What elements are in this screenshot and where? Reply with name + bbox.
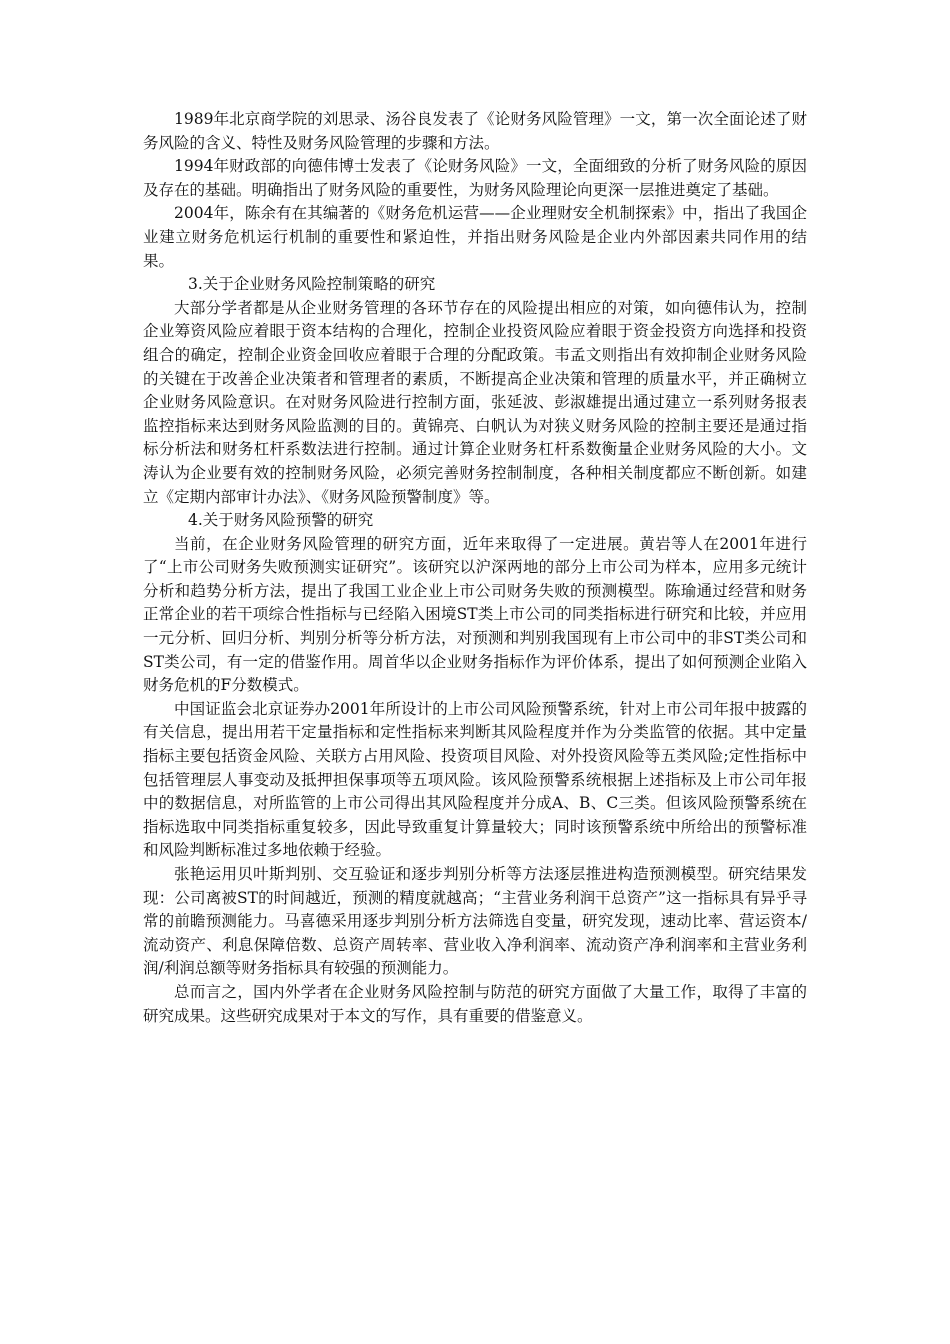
- paragraph-control-strategies: 大部分学者都是从企业财务管理的各环节存在的风险提出相应的对策，如向德伟认为，控制企业筹资风险应着眼于资本结构的合理化，控制企业投资风险应着眼于资金投资方向选择和投资组合的确定，控制企业资金回收应着眼于合理的分配政策。韦孟文则指出有效抑制企业财务风险的关键在于改善企业决策者和管理者的素质，不断提高企业决策和管理的质量水平，并正确树立企业财务风险意识。在对财务风险进行控制方面，张延波、彭淑雄提出通过建立一系列财务报表监控指标来达到财务风险监测的目的。黄锦亮、白帆认为对狭义财务风险的控制主要还是通过指标分析法和财务杠杆系数法进行控制。通过计算企业财务杠杆系数衡量企业财务风险的大小。文涛认为企业要有效的控制财务风险，必须完善财务控制制度，各种相关制度都应不断创新。如建立《定期内部审计办法》、《财务风险预警制度》等。: [143, 298, 807, 506]
- paragraph-liu-silu-1989: 1989年北京商学院的刘思录、汤谷良发表了《论财务风险管理》一文，第一次全面论述了财务风险的含义、特性及财务风险管理的步骤和方法。: [143, 110, 807, 152]
- document-page: [143, 108, 807, 1028]
- paragraph-prediction-models: 张艳运用贝叶斯判别、交互验证和逐步判别分析等方法逐层推进构造预测模型。研究结果发现：公司离被ST的时间越近，预测的精度就越高；“主营业务利润干总资产”这一指标具有异乎寻常的前瞻预测能力。马喜德采用逐步判别分析方法筛选自变量，研究发现，速动比率、营运资本/流动资产、利息保障倍数、总资产周转率、营业收入净利润率、流动资产净利润率和主营业务利润/利润总额等财务指标具有较强的预测能力。: [143, 865, 807, 978]
- paragraph-chen-yuyou-2004: 2004年，陈余有在其编著的《财务危机运营——企业理财安全机制探索》中，指出了我国企业建立财务危机运行机制的重要性和紧迫性，并指出财务风险是企业内外部因素共同作用的结果。: [143, 204, 807, 270]
- paragraph-xiang-dewei-1994: 1994年财政部的向德伟博士发表了《论财务风险》一文，全面细致的分析了财务风险的原因及存在的基础。明确指出了财务风险的重要性，为财务风险理论向更深一层推进奠定了基础。: [143, 157, 807, 199]
- paragraph-csrc-warning-system: 中国证监会北京证券办2001年所设计的上市公司风险预警系统，针对上市公司年报中披露的有关信息，提出用若干定量指标和定性指标来判断其风险程度并作为分类监管的依据。其中定量指标主要包括资金风险、关联方占用风险、投资项目风险、对外投资风险等五类风险;定性指标中包括管理层人事变动及抵押担保事项等五项风险。该风险预警系统根据上述指标及上市公司年报中的数据信息，对所监管的上市公司得出其风险程度并分成A、B、C三类。但该风险预警系统在指标选取中同类指标重复较多，因此导致重复计算量较大；同时该预警系统中所给出的预警标准和风险判断标准过多地依赖于经验。: [143, 699, 807, 860]
- section-heading-4: 4.关于财务风险预警的研究: [188, 511, 374, 530]
- paragraph-early-warning-research: 当前，在企业财务风险管理的研究方面，近年来取得了一定进展。黄岩等人在2001年进行了“上市公司财务失败预测实证研究”。该研究以沪深两地的部分上市公司为样本，应用多元统计分析和趋势分析方法，提出了我国工业企业上市公司财务失败的预测模型。陈瑜通过经营和财务正常企业的若干项综合性指标与已经陷入困境ST类上市公司的同类指标进行研究和比较，并应用一元分析、回归分析、判别分析等分析方法，对预测和判别我国现有上市公司中的非ST类公司和ST类公司，有一定的借鉴作用。周首华以企业财务指标作为评价体系，提出了如何预测企业陷入财务危机的F分数模式。: [143, 534, 807, 695]
- paragraph-summary: 总而言之，国内外学者在企业财务风险控制与防范的研究方面做了大量工作，取得了丰富的研究成果。这些研究成果对于本文的写作，具有重要的借鉴意义。: [143, 982, 807, 1025]
- section-heading-3: 3.关于企业财务风险控制策略的研究: [188, 275, 436, 294]
